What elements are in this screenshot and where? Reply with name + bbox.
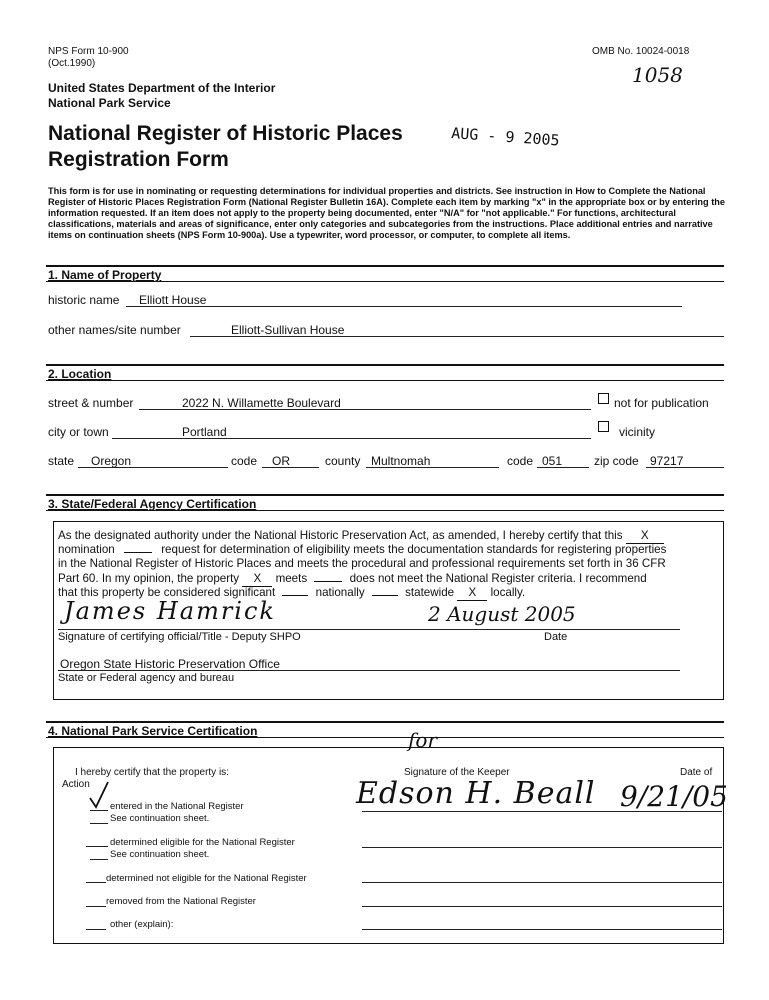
omb-number: OMB No. 10024-0018 <box>592 46 690 57</box>
code-label: code <box>231 454 258 468</box>
form-date: (Oct.1990) <box>48 58 96 69</box>
divider <box>46 364 724 366</box>
option-entered-continuation[interactable]: See continuation sheet. <box>110 813 210 824</box>
request-mark[interactable] <box>124 552 152 553</box>
option-entered[interactable]: entered in the National Register <box>110 801 244 812</box>
page-subtitle: Registration Form <box>48 148 229 171</box>
cert-line-4: Part 60. In my opinion, the property X meets does not meet the National Register criteria. I recommend <box>58 572 647 585</box>
zip-label: zip code <box>594 454 639 468</box>
agency-label: State or Federal agency and bureau <box>58 672 235 684</box>
statewide-mark[interactable] <box>372 595 398 596</box>
divider <box>46 737 724 738</box>
form-number: NPS Form 10-900 <box>48 46 129 57</box>
divider <box>46 281 724 282</box>
other-names-field[interactable]: Elliott-Sullivan House <box>231 323 345 337</box>
state-label: state <box>48 454 75 468</box>
divider <box>46 265 724 267</box>
certifying-signature: James Hamrick <box>64 597 276 625</box>
service: National Park Service <box>48 96 171 110</box>
for-mark: for <box>408 728 438 752</box>
state-code-field[interactable]: OR <box>272 454 290 468</box>
page-title: National Register of Historic Places <box>48 122 403 145</box>
historic-name-label: historic name <box>48 293 120 307</box>
street-label: street & number <box>48 396 134 410</box>
county-code-field[interactable]: 051 <box>542 454 563 468</box>
nationally-mark[interactable] <box>282 595 308 596</box>
vicinity-label: vicinity <box>619 425 656 439</box>
date-label: Date <box>544 631 568 643</box>
city-label: city or town <box>48 425 109 439</box>
option-other[interactable]: other (explain): <box>110 919 174 930</box>
received-stamp: AUG - 9 2005 <box>450 124 561 150</box>
signature-label: Signature of certifying official/Title - Deputy SHPO <box>58 631 301 643</box>
county-field[interactable]: Multnomah <box>371 454 431 468</box>
divider <box>46 721 724 723</box>
does-not-meet-mark[interactable] <box>314 581 342 582</box>
check-mark-icon <box>88 780 112 810</box>
locally-mark[interactable]: X <box>457 586 487 601</box>
state-field[interactable]: Oregon <box>91 454 132 468</box>
certifying-date: 2 August 2005 <box>428 602 576 626</box>
option-not-eligible[interactable]: determined not eligible for the National Register <box>106 873 307 884</box>
option-removed[interactable]: removed from the National Register <box>106 896 256 907</box>
certify-statement: I hereby certify that the property is: <box>75 767 229 778</box>
cert-line-3: in the National Register of Historic Places and meets the procedural and professional requirements set forth in 36 CFR <box>58 557 666 570</box>
county-label: county <box>325 454 361 468</box>
keeper-date: 9/21/05 <box>620 780 728 813</box>
divider <box>46 380 724 381</box>
section-2-heading: 2. Location <box>48 367 112 381</box>
street-field[interactable]: 2022 N. Willamette Boulevard <box>182 396 341 410</box>
section-4-heading: 4. National Park Service Certification <box>48 724 258 738</box>
county-code-label: code <box>507 454 534 468</box>
section-1-heading: 1. Name of Property <box>48 268 162 282</box>
keeper-label: Signature of the Keeper <box>404 767 510 778</box>
option-eligible-continuation[interactable]: See continuation sheet. <box>110 849 210 860</box>
nomination-mark[interactable]: X <box>626 529 664 544</box>
divider <box>46 494 724 496</box>
divider <box>46 510 724 511</box>
meets-mark[interactable]: X <box>242 572 272 587</box>
not-for-publication-checkbox[interactable] <box>598 393 609 404</box>
not-for-publication-label: not for publication <box>614 396 709 410</box>
keeper-signature: Edson H. Beall <box>356 776 596 811</box>
historic-name-field[interactable]: Elliott House <box>139 293 207 307</box>
city-field[interactable]: Portland <box>182 425 227 439</box>
other-names-label: other names/site number <box>48 323 181 337</box>
option-eligible[interactable]: determined eligible for the National Register <box>110 837 295 848</box>
section-3-heading: 3. State/Federal Agency Certification <box>48 497 257 511</box>
intro-text: This form is for use in nominating or requesting determinations for individual properties and districts. See instruction in How to Complete the National Register of Historic Places Registration Form (National Register Bulletin 16A). Complete each item by marking "x" in the appropriate box or by entering the information requested. If an item does not apply to the property being documented, enter "N/A" for "not applicable." For functions, architectural classifications, materials and areas of significance, enter only categories and subcategories from the instructions. Place additional entries and narrative items on continuation sheets (NPS Form 10-900a). Use a typewriter, word processor, or computer, to complete all items. <box>48 186 725 240</box>
action-label: Action <box>62 779 90 790</box>
vicinity-checkbox[interactable] <box>598 421 609 432</box>
handwritten-number: 1058 <box>632 63 683 87</box>
agency-field[interactable]: Oregon State Historic Preservation Office <box>60 657 280 671</box>
date-of-label: Date of <box>680 767 713 778</box>
zip-field[interactable]: 97217 <box>650 454 684 468</box>
department: United States Department of the Interior <box>48 81 276 95</box>
cert-line-1: As the designated authority under the National Historic Preservation Act, as amended, I hereby certify that this X <box>58 529 718 544</box>
cert-line-2: nomination request for determination of eligibility meets the documentation standards for registering properties <box>58 543 667 556</box>
cert-line-5: that this property be considered significant nationally statewide X locally. <box>58 586 526 599</box>
